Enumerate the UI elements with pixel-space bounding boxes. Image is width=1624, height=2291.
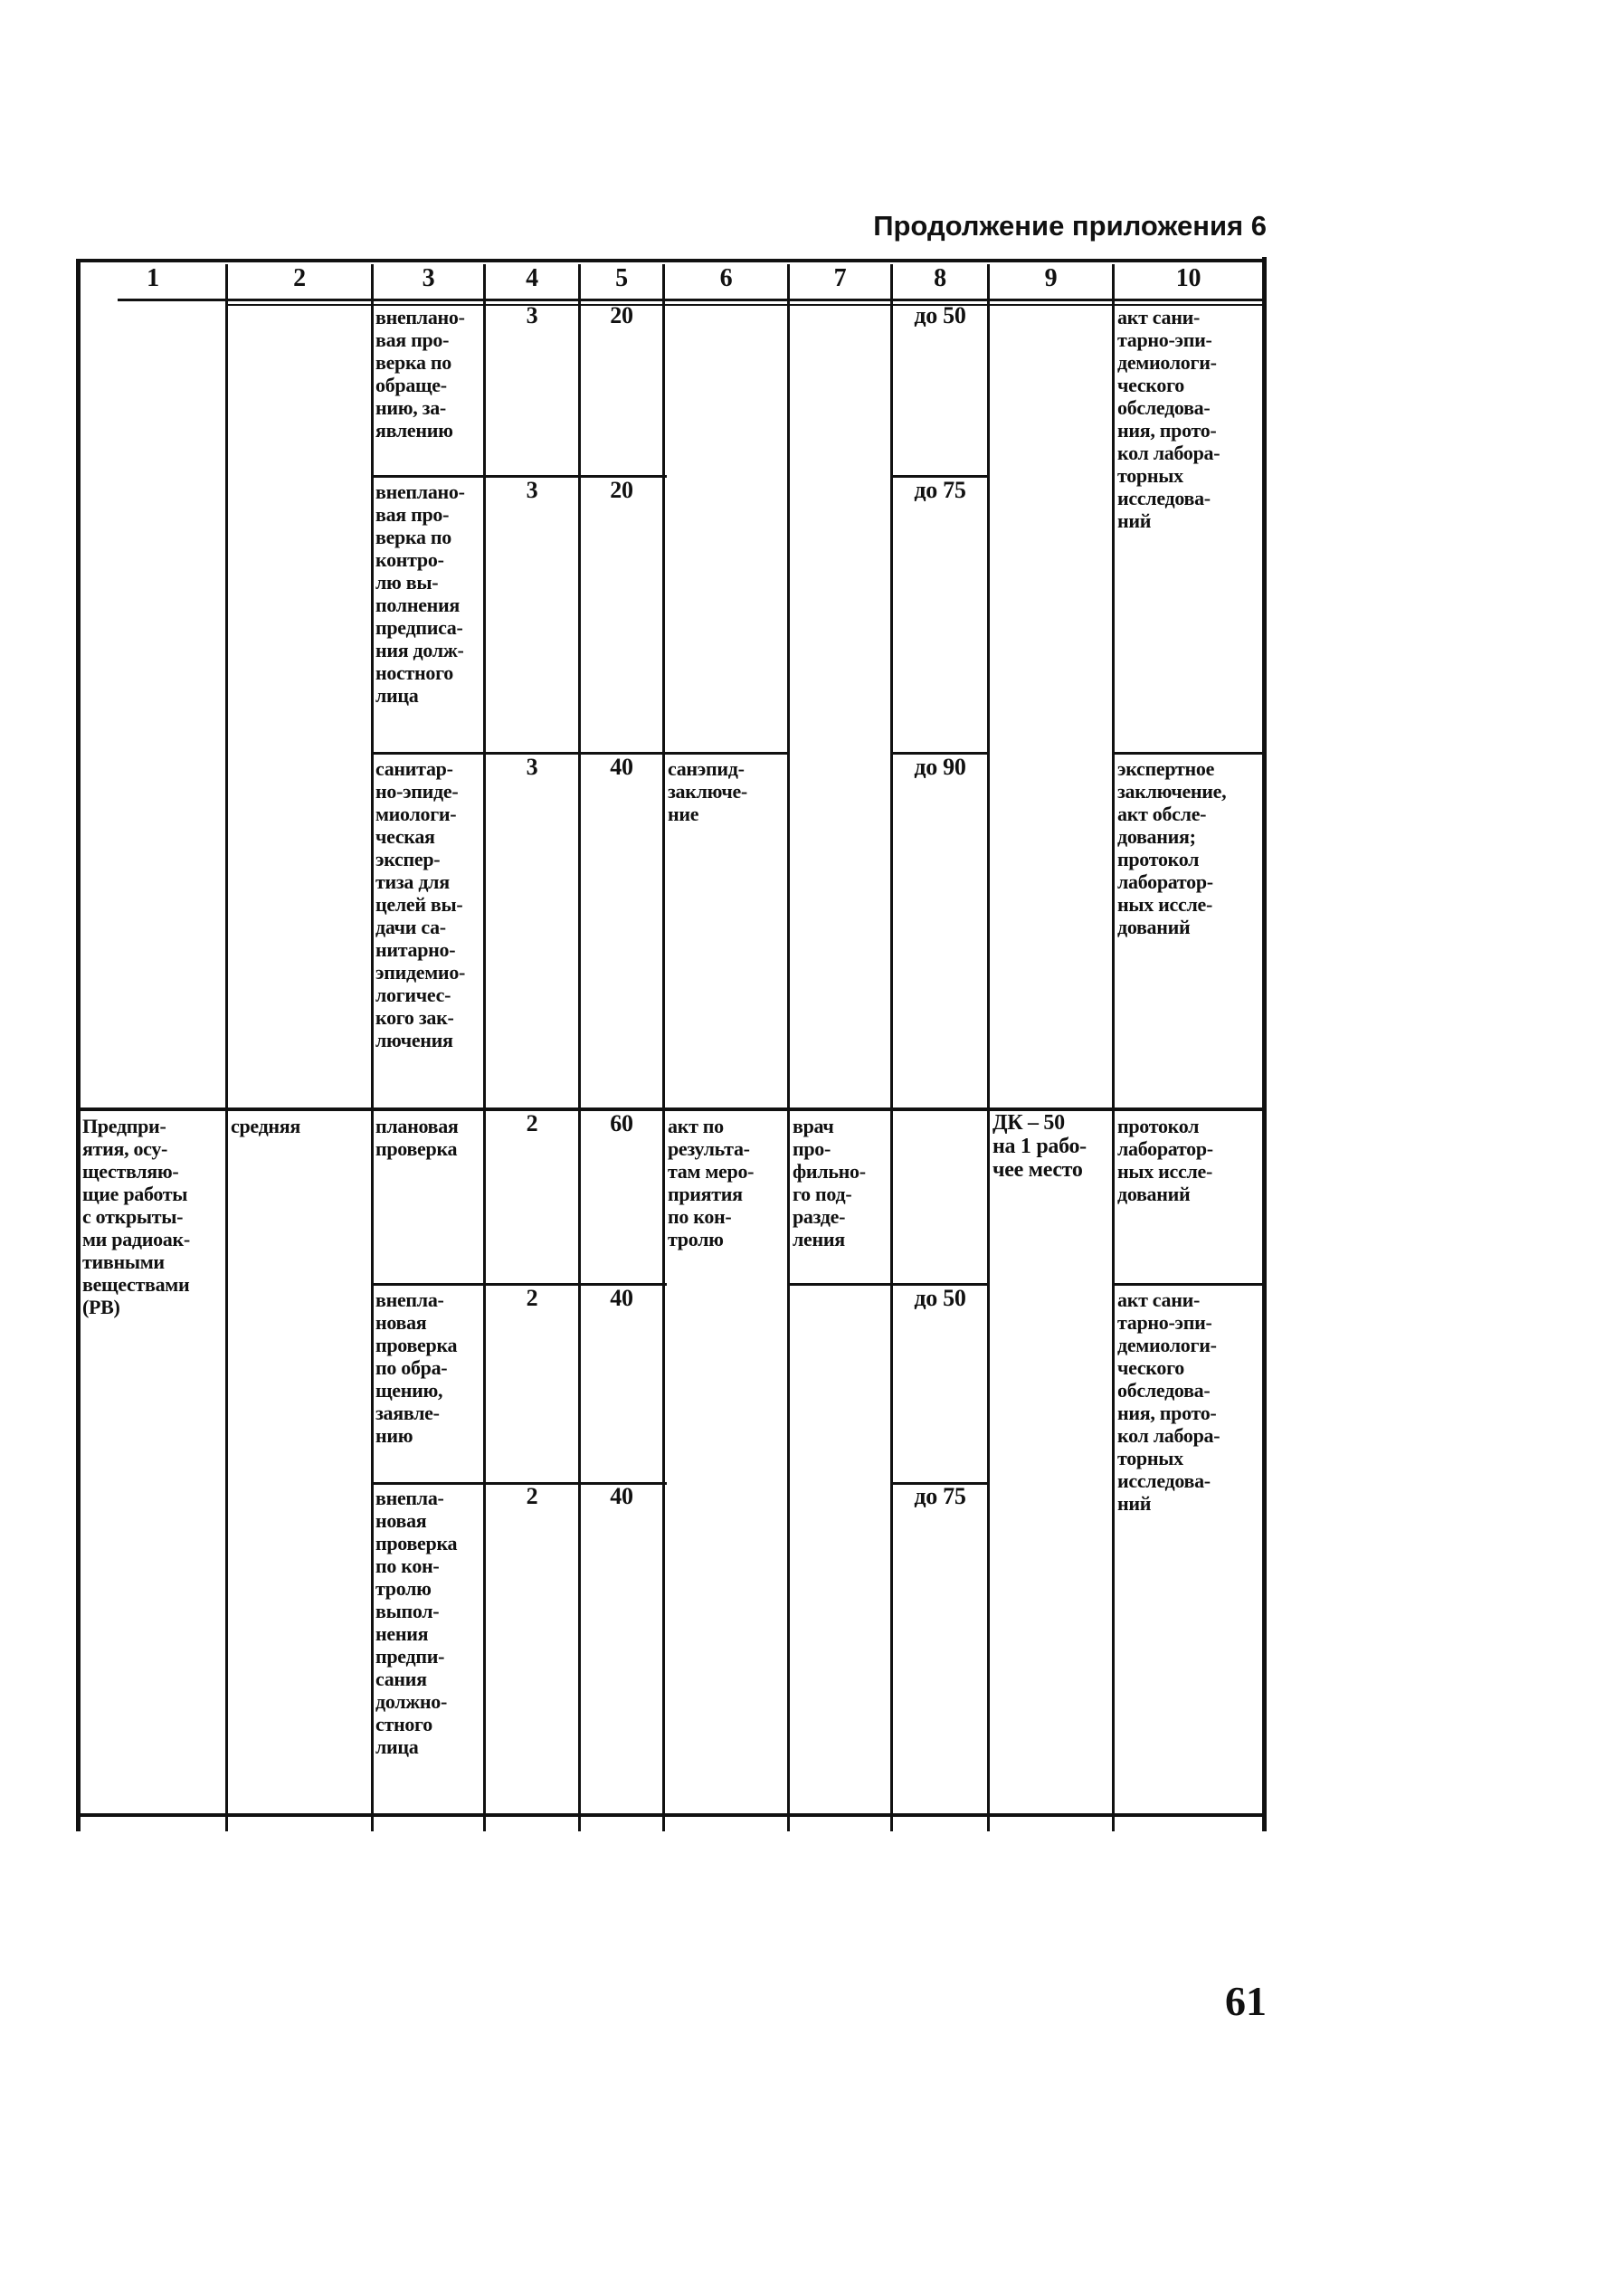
column-divider bbox=[225, 264, 228, 1831]
table-cell: 3 bbox=[526, 756, 538, 778]
table-cell: до 75 bbox=[914, 1485, 966, 1507]
row-divider bbox=[371, 475, 667, 478]
page-title: Продолжение приложения 6 bbox=[873, 210, 1267, 242]
table-cell: экспертное заключение, акт обсле- дования; протокол лаборатор- ных иссле- дований bbox=[1117, 757, 1227, 938]
table-cell: внепла- новая проверка по обра- щению, заявле- нию bbox=[375, 1288, 458, 1447]
column-header: 8 bbox=[934, 264, 946, 292]
row-divider bbox=[890, 475, 990, 478]
table-cell: до 50 bbox=[914, 304, 966, 327]
column-header: 1 bbox=[147, 264, 159, 292]
table-cell: санэпид- заключе- ние bbox=[668, 757, 747, 825]
row-divider bbox=[1112, 1283, 1267, 1286]
table-cell: 20 bbox=[610, 479, 633, 501]
table-cell: акт сани- тарно-эпи- демиологи- ческого обследова- ния, прото- кол лабора- торных исследова- ний bbox=[1117, 306, 1220, 532]
table-cell: до 90 bbox=[914, 756, 966, 778]
column-header: 6 bbox=[719, 264, 733, 292]
table-cell: акт сани- тарно-эпи- демиологи- ческого обследова- ния, прото- кол лабора- торных исследова- ний bbox=[1117, 1288, 1220, 1515]
table-cell: 2 bbox=[526, 1485, 538, 1507]
column-divider bbox=[662, 264, 665, 1831]
page-number: 61 bbox=[1225, 1978, 1267, 2024]
table-cell: врач про- фильно- го под- разде- ления bbox=[793, 1115, 866, 1250]
table-cell: до 50 bbox=[914, 1287, 966, 1309]
column-header: 4 bbox=[526, 264, 538, 292]
row-divider bbox=[890, 1283, 990, 1286]
row-divider bbox=[662, 752, 790, 755]
column-divider bbox=[787, 264, 790, 1831]
column-header: 2 bbox=[293, 264, 306, 292]
table-cell: 40 bbox=[610, 756, 633, 778]
table-cell: средняя bbox=[231, 1115, 300, 1137]
column-header: 9 bbox=[1044, 264, 1058, 292]
column-divider bbox=[1112, 264, 1115, 1831]
row-divider bbox=[787, 1283, 893, 1286]
table-cell: 2 bbox=[526, 1287, 538, 1309]
table-cell: 60 bbox=[610, 1112, 633, 1135]
table-cell: протокол лаборатор- ных иссле- дований bbox=[1117, 1115, 1213, 1205]
table-cell: ДК – 50 на 1 рабо- чее место bbox=[992, 1111, 1087, 1182]
table-cell: внепла- новая проверка по кон- тролю выпол- нения предпи- сания должно- стного лица bbox=[375, 1487, 458, 1758]
table-border-right bbox=[1262, 257, 1267, 1831]
table-cell: 3 bbox=[526, 479, 538, 501]
column-header: 7 bbox=[833, 264, 847, 292]
table-cell: 40 bbox=[610, 1287, 633, 1309]
table-cell: внеплано- вая про- верка по контро- лю вы- полнения предписа- ния долж- ностного лица bbox=[375, 480, 465, 707]
table-cell: акт по результа- там меро- приятия по кон- тролю bbox=[668, 1115, 755, 1250]
column-header: 3 bbox=[422, 264, 435, 292]
table-cell: Предпри- ятия, осу- ществляю- щие работы с открыты- ми радиоак- тивными веществами (РВ) bbox=[82, 1115, 190, 1318]
column-divider bbox=[987, 264, 990, 1831]
table-cell: санитар- но-эпиде- миологи- ческая экспер- тиза для целей вы- дачи са- нитарно- эпидемио- логичес- кого зак- лючения bbox=[375, 757, 466, 1051]
row-divider bbox=[371, 1283, 667, 1286]
column-header: 5 bbox=[615, 264, 628, 292]
table-cell: 3 bbox=[526, 304, 538, 327]
table-border-bottom bbox=[76, 1813, 1267, 1817]
column-header: 10 bbox=[1175, 264, 1201, 292]
row-divider bbox=[890, 752, 990, 755]
column-divider bbox=[371, 264, 374, 1831]
table-cell: 40 bbox=[610, 1485, 633, 1507]
table-cell: 20 bbox=[610, 304, 633, 327]
table-cell: 2 bbox=[526, 1112, 538, 1135]
table-cell: до 75 bbox=[914, 479, 966, 501]
table-cell: плановая проверка bbox=[375, 1115, 459, 1160]
table-cell: внеплано- вая про- верка по обраще- нию, за- явлению bbox=[375, 306, 465, 442]
row-divider bbox=[1112, 752, 1267, 755]
header-bottom-rule bbox=[118, 299, 1267, 301]
table-border-left bbox=[76, 261, 81, 1831]
row-divider bbox=[371, 752, 667, 755]
